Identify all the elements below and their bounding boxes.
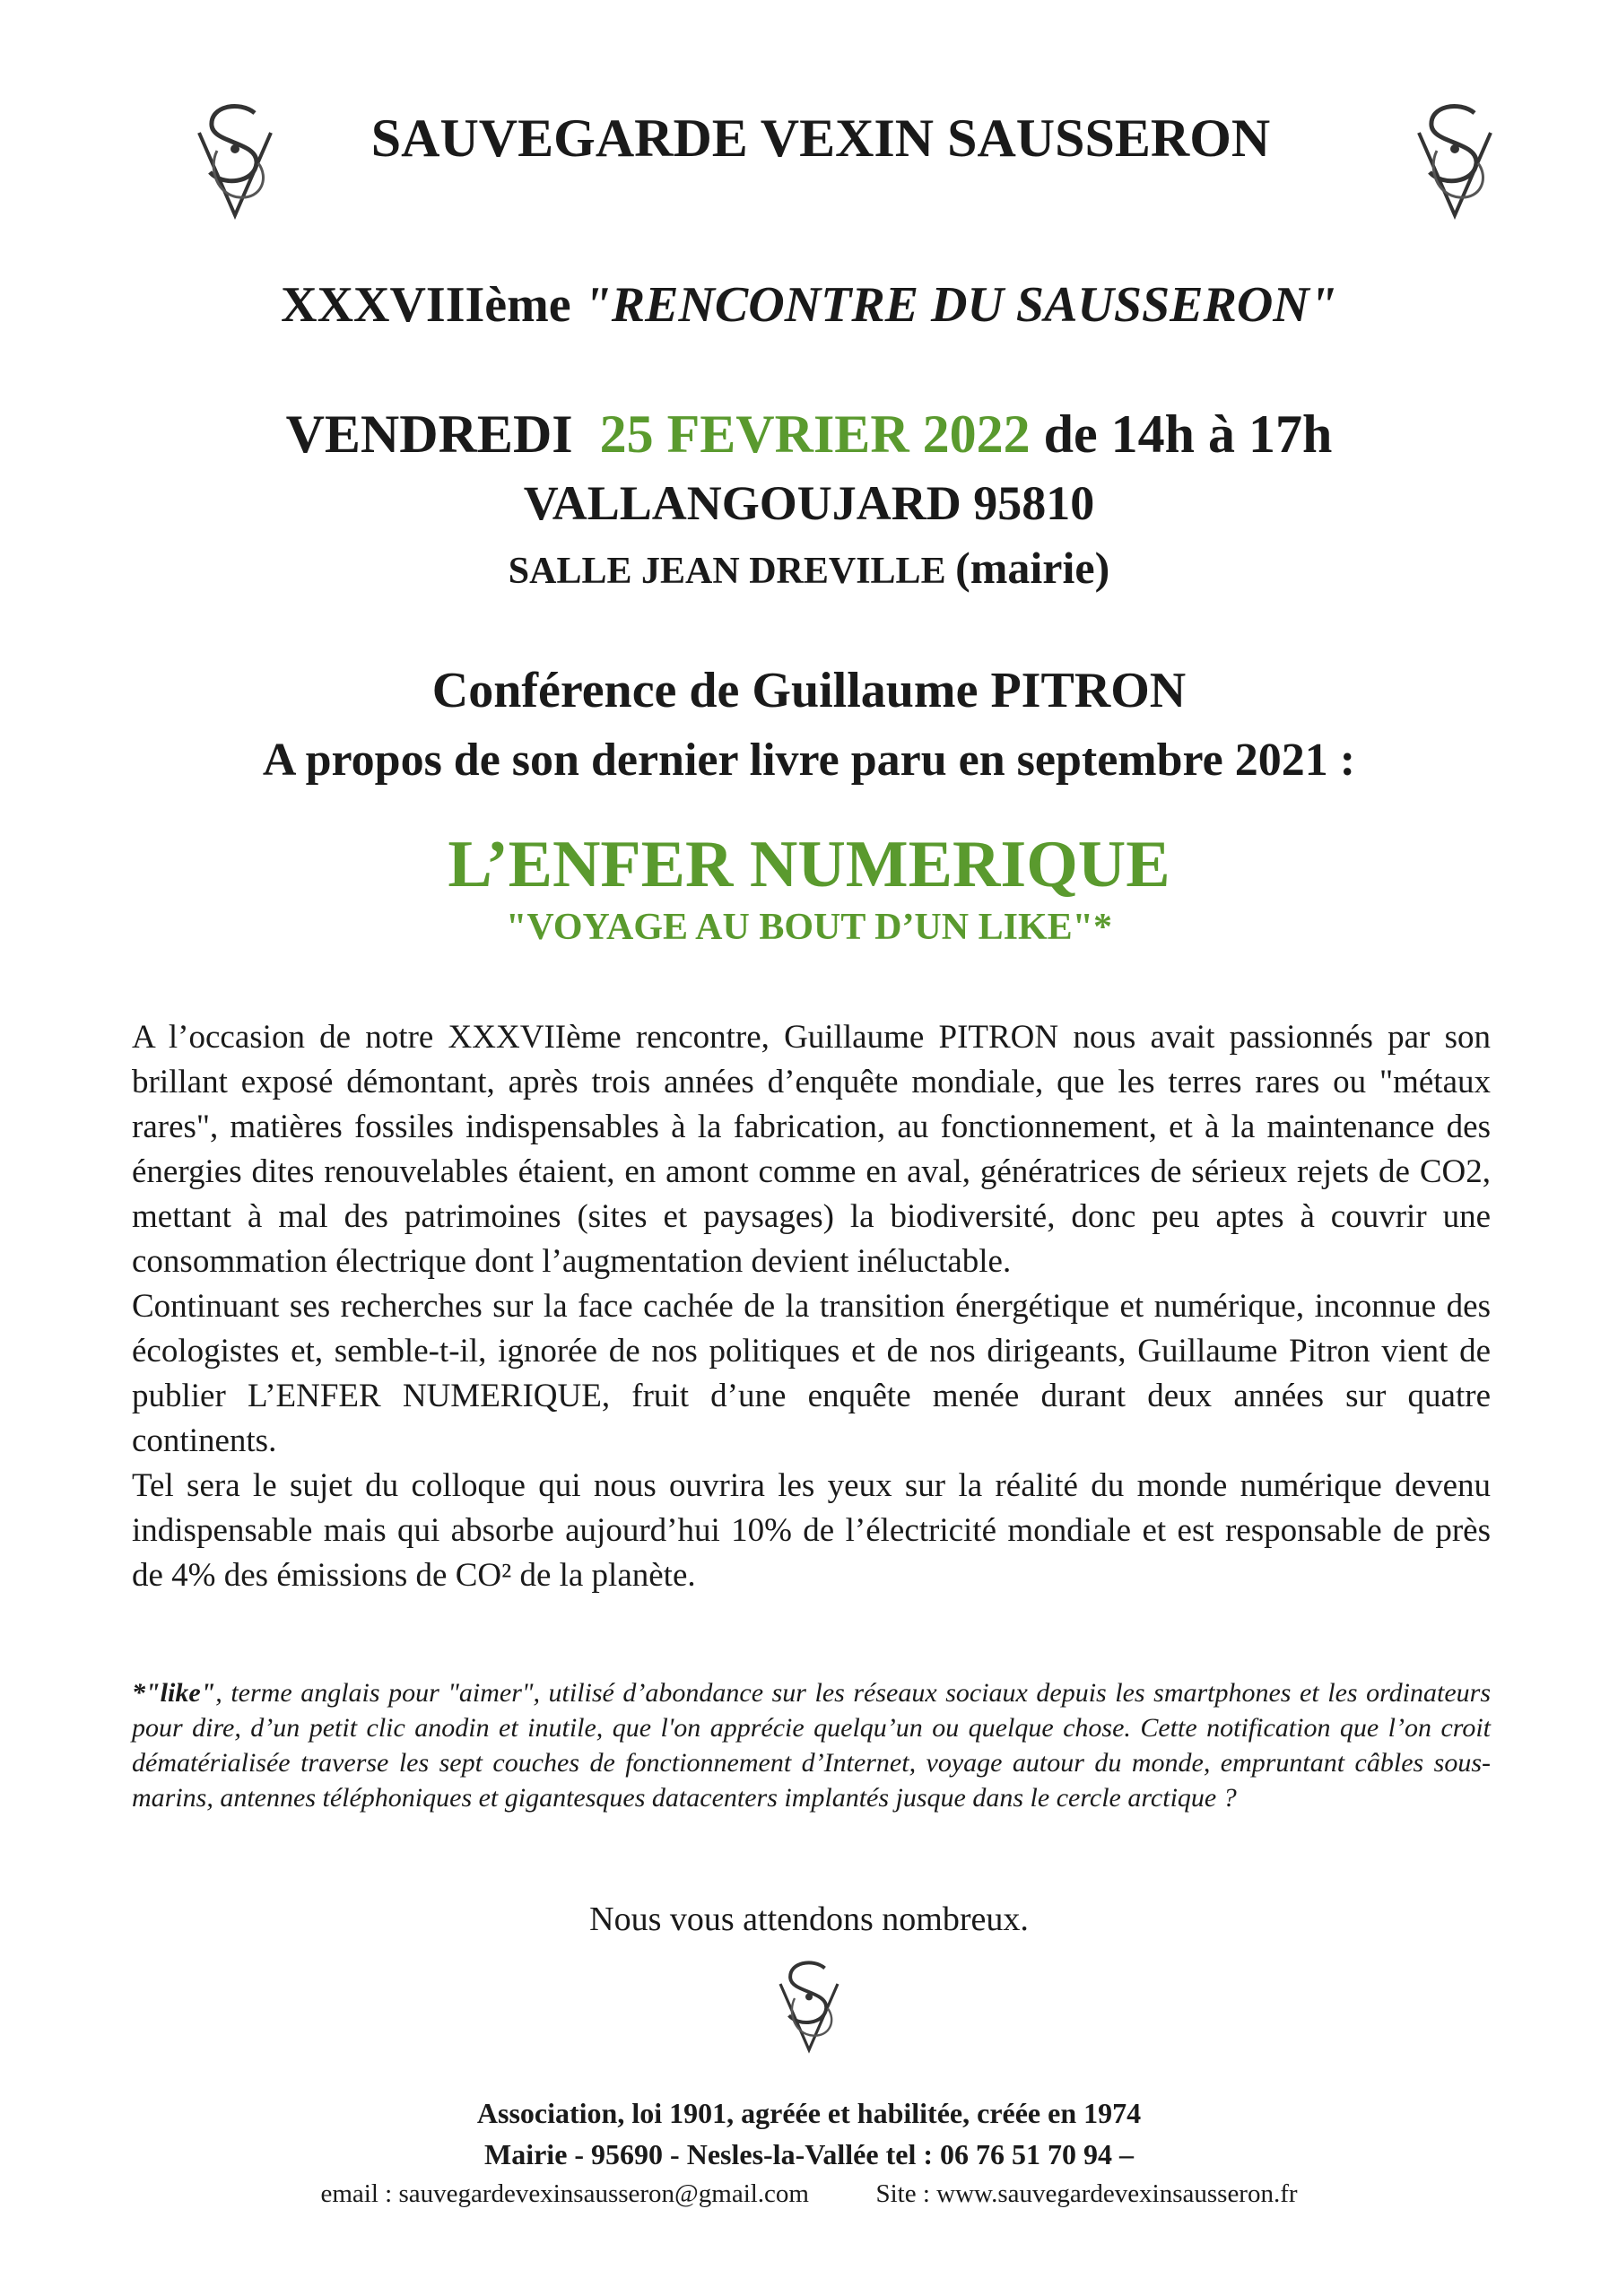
about-line: A propos de son dernier livre paru en septembre 2021 : [262, 735, 1356, 786]
svs-monogram-icon [773, 1955, 845, 2056]
event-day: VENDREDI [285, 404, 573, 464]
footer-email[interactable]: email : sauvegardevexinsausseron@gmail.com [320, 2179, 809, 2208]
book-title: L’ENFER NUMERIQUE [448, 828, 1170, 901]
venue-name: SALLE JEAN DREVILLE [508, 551, 946, 592]
footnote-term: *"like" [132, 1678, 216, 1708]
svs-monogram-icon [190, 97, 280, 222]
book-title-inline: L’ENFER NUMERIQUE [247, 1378, 602, 1414]
event-time: de 14h à 17h [1043, 404, 1333, 464]
speaker-line: Conférence de Guillaume PITRON [431, 663, 1187, 718]
event-city: VALLANGOUJARD 95810 [523, 476, 1095, 530]
footnote [132, 1675, 1491, 1815]
footer-contact: Mairie - 95690 - Nesles-la-Vallée tel : 06 76 51 70 94 – [484, 2138, 1134, 2170]
event-venue [0, 542, 1618, 594]
footer-website[interactable]: Site : www.sauvegardevexinsausseron.fr [875, 2179, 1298, 2208]
event-datetime [0, 404, 1618, 465]
closing-line: Nous vous attendons nombreux. [589, 1900, 1029, 1938]
org-name: SAUVEGARDE VEXIN SAUSSERON [370, 109, 1271, 168]
venue-note: (mairie) [955, 543, 1110, 593]
event-title [0, 276, 1618, 334]
footer-association: Association, loi 1901, agréée et habilitée, créée en 1974 [476, 2097, 1142, 2129]
footnote-text: , terme anglais pour "aimer", utilisé d’abondance sur les réseaux sociaux depuis les smartphones et les ordinateurs pour dire, d’un petit clic anodin et inutile, que l'on apprécie quelqu’un ou quelque chose. Cette notification que l’on croit dématérialisée traverse les sept couches de fonctionnement d’Internet, voyage autour du monde, empruntant câbles sous-marins, antennes téléphoniques et gigantesques datacenters implantés jusque dans le cercle arctique ? [132, 1678, 1491, 1813]
footer-links [0, 2179, 1618, 2209]
body-paragraph: A l’occasion de notre XXXVIIème rencontre, Guillaume PITRON nous avait passionnés par son brillant exposé démontant, après trois années d’enquête mondiale, que les terres rares ou "métaux rares", matières fossiles indispensables à la fabrication, au fonctionnement, et à la maintenance des énergies dites renouvelables étaient, en amont comme en aval, génératrices de sérieux rejets de CO2, mettant à mal des patrimoines (sites et paysages) la biodiversité, donc peu aptes à couvrir une consommation électrique dont l’augmentation devient inéluctable. [132, 1019, 1491, 1280]
body-paragraph: Continuant ses recherches sur la face cachée de la transition énergétique et numérique, inconnue des écologistes et, semble-t-il, ignorée de nos politiques et de nos dirigeants, Guillaume Pitron vient de publier L’ENFER NUMERIQUE, fruit d’une enquête menée durant deux années sur quatre continents. [132, 1288, 1491, 1459]
event-edition: XXXVIIIème [281, 277, 571, 333]
svs-monogram-icon [1410, 97, 1500, 222]
body-paragraph: Tel sera le sujet du colloque qui nous ouvrira les yeux sur la réalité du monde numérique devenu indispensable mais qui absorbe aujourd’hui 10% de l’électricité mondiale et est responsable de près de 4% des émissions de CO² de la planète. [132, 1467, 1491, 1594]
body-text [132, 1015, 1491, 1598]
event-date: 25 FEVRIER 2022 [599, 404, 1031, 464]
event-name: "RENCONTRE DU SAUSSERON" [583, 277, 1337, 333]
book-subtitle: "VOYAGE AU BOUT D’UN LIKE"* [506, 907, 1112, 948]
